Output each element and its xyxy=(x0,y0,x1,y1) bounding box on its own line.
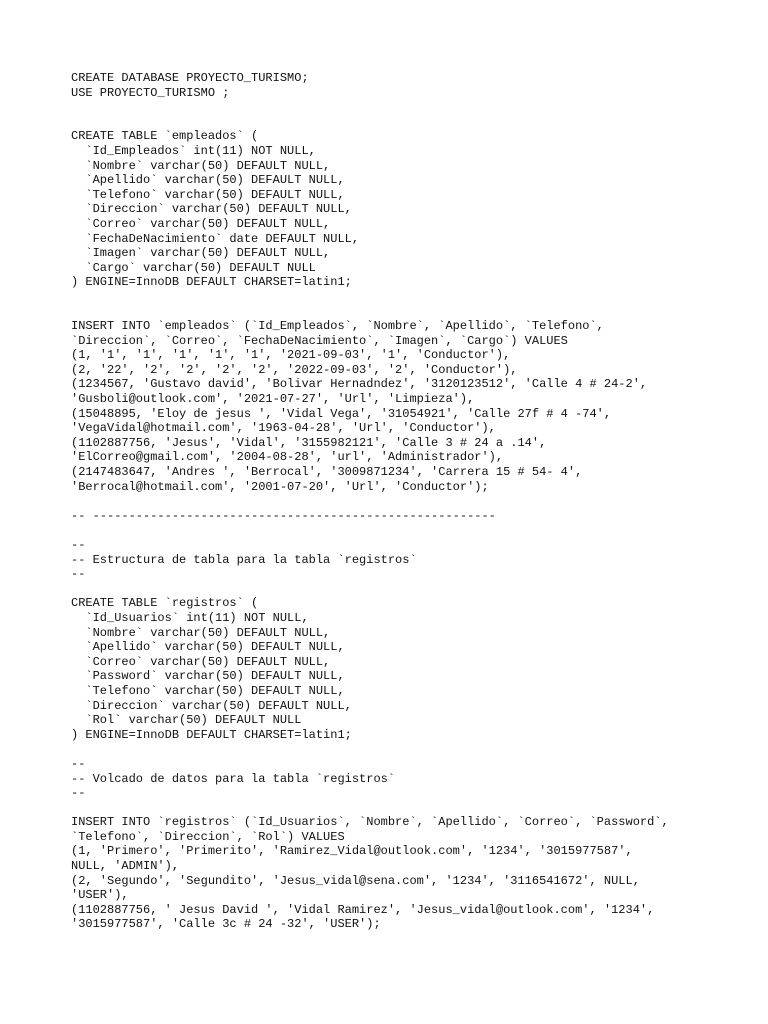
code-line: CREATE DATABASE PROYECTO_TURISMO; xyxy=(71,71,309,85)
code-line: `Telefono`, `Direccion`, `Rol`) VALUES xyxy=(71,829,345,844)
code-line: USE PROYECTO_TURISMO ; xyxy=(71,85,230,100)
code-line: (1102887756, 'Jesus', 'Vidal', '3155982121', 'Calle 3 # 24 a .14', xyxy=(71,435,547,450)
code-line: (1234567, 'Gustavo david', 'Bolivar Hernadndez', '3120123512', 'Calle 4 # 24-2', xyxy=(71,377,648,392)
code-line: `Password` varchar(50) DEFAULT NULL, xyxy=(71,669,345,684)
code-line xyxy=(71,100,751,115)
document-page xyxy=(71,71,751,932)
code-line: `Direccion` varchar(50) DEFAULT NULL, xyxy=(71,202,352,217)
code-line: (15048895, 'Eloy de jesus ', 'Vidal Vega', '31054921', 'Calle 27f # 4 -74', xyxy=(71,406,612,421)
code-line: -- Volcado de datos para la tabla `registros` xyxy=(71,771,396,786)
code-line: INSERT INTO `empleados` (`Id_Empleados`, `Nombre`, `Apellido`, `Telefono`, xyxy=(71,319,604,334)
code-line: `Correo` varchar(50) DEFAULT NULL, xyxy=(71,654,331,669)
code-line xyxy=(71,494,751,509)
code-line: (2, '22', '2', '2', '2', '2', '2022-09-03', '2', 'Conductor'), xyxy=(71,362,518,377)
code-line: ) ENGINE=InnoDB DEFAULT CHARSET=latin1; xyxy=(71,275,352,290)
code-line: (2, 'Segundo', 'Segundito', 'Jesus_vidal@sena.com', '1234', '3116541672', NULL, xyxy=(71,873,640,888)
code-line xyxy=(71,801,751,816)
code-line: (1102887756, ' Jesus David ', 'Vidal Ramirez', 'Jesus_vidal@outlook.com', '1234', xyxy=(71,902,655,917)
code-line: -- xyxy=(71,567,86,582)
code-line xyxy=(71,742,751,757)
code-line xyxy=(71,523,751,538)
code-line xyxy=(71,290,751,305)
code-line: CREATE TABLE `registros` ( xyxy=(71,596,259,611)
code-line: `Id_Usuarios` int(11) NOT NULL, xyxy=(71,610,309,625)
code-line: `Id_Empleados` int(11) NOT NULL, xyxy=(71,143,316,158)
code-line: `Nombre` varchar(50) DEFAULT NULL, xyxy=(71,158,331,173)
code-line xyxy=(71,582,751,597)
code-line: `Direccion` varchar(50) DEFAULT NULL, xyxy=(71,698,352,713)
code-line: -- Estructura de tabla para la tabla `registros` xyxy=(71,552,417,567)
code-line: -- xyxy=(71,538,86,552)
code-line xyxy=(71,305,751,320)
code-line: 'VegaVidal@hotmail.com', '1963-04-28', 'Url', 'Conductor'), xyxy=(71,421,496,436)
code-line: -- xyxy=(71,786,86,801)
code-line: `Nombre` varchar(50) DEFAULT NULL, xyxy=(71,625,331,640)
code-line: '3015977587', 'Calle 3c # 24 -32', 'USER'); xyxy=(71,917,381,932)
code-line: (1, 'Primero', 'Primerito', 'Ramirez_Vidal@outlook.com', '1234', '3015977587', xyxy=(71,844,633,859)
code-line: (2147483647, 'Andres ', 'Berrocal', '3009871234', 'Carrera 15 # 54- 4', xyxy=(71,465,583,480)
code-line: 'Gusboli@outlook.com', '2021-07-27', 'Url', 'Limpieza'), xyxy=(71,392,475,407)
code-line: CREATE TABLE `empleados` ( xyxy=(71,129,259,144)
code-line: 'Berrocal@hotmail.com', '2001-07-20', 'Url', 'Conductor'); xyxy=(71,479,489,494)
code-line: `FechaDeNacimiento` date DEFAULT NULL, xyxy=(71,231,360,246)
code-line: NULL, 'ADMIN'), xyxy=(71,859,180,874)
code-line: -- xyxy=(71,756,86,771)
code-line: `Cargo` varchar(50) DEFAULT NULL xyxy=(71,260,316,275)
code-line: 'ElCorreo@gmail.com', '2004-08-28', 'url', 'Administrador'), xyxy=(71,450,504,465)
code-line: (1, '1', '1', '1', '1', '1', '2021-09-03', '1', 'Conductor'), xyxy=(71,348,511,363)
code-line: -- -------------------------------------------------------- xyxy=(71,508,496,523)
code-line: 'USER'), xyxy=(71,888,129,903)
code-line: `Telefono` varchar(50) DEFAULT NULL, xyxy=(71,187,345,202)
code-line: `Telefono` varchar(50) DEFAULT NULL, xyxy=(71,683,345,698)
code-line: ) ENGINE=InnoDB DEFAULT CHARSET=latin1; xyxy=(71,727,352,742)
code-line: INSERT INTO `registros` (`Id_Usuarios`, `Nombre`, `Apellido`, `Correo`, `Password`, xyxy=(71,815,669,830)
code-line: `Apellido` varchar(50) DEFAULT NULL, xyxy=(71,173,345,188)
code-line: `Apellido` varchar(50) DEFAULT NULL, xyxy=(71,640,345,655)
code-line: `Rol` varchar(50) DEFAULT NULL xyxy=(71,713,302,728)
code-line xyxy=(71,115,751,130)
code-line: `Correo` varchar(50) DEFAULT NULL, xyxy=(71,216,331,231)
code-line: `Direccion`, `Correo`, `FechaDeNacimiento`, `Imagen`, `Cargo`) VALUES xyxy=(71,333,568,348)
code-line: `Imagen` varchar(50) DEFAULT NULL, xyxy=(71,246,331,261)
